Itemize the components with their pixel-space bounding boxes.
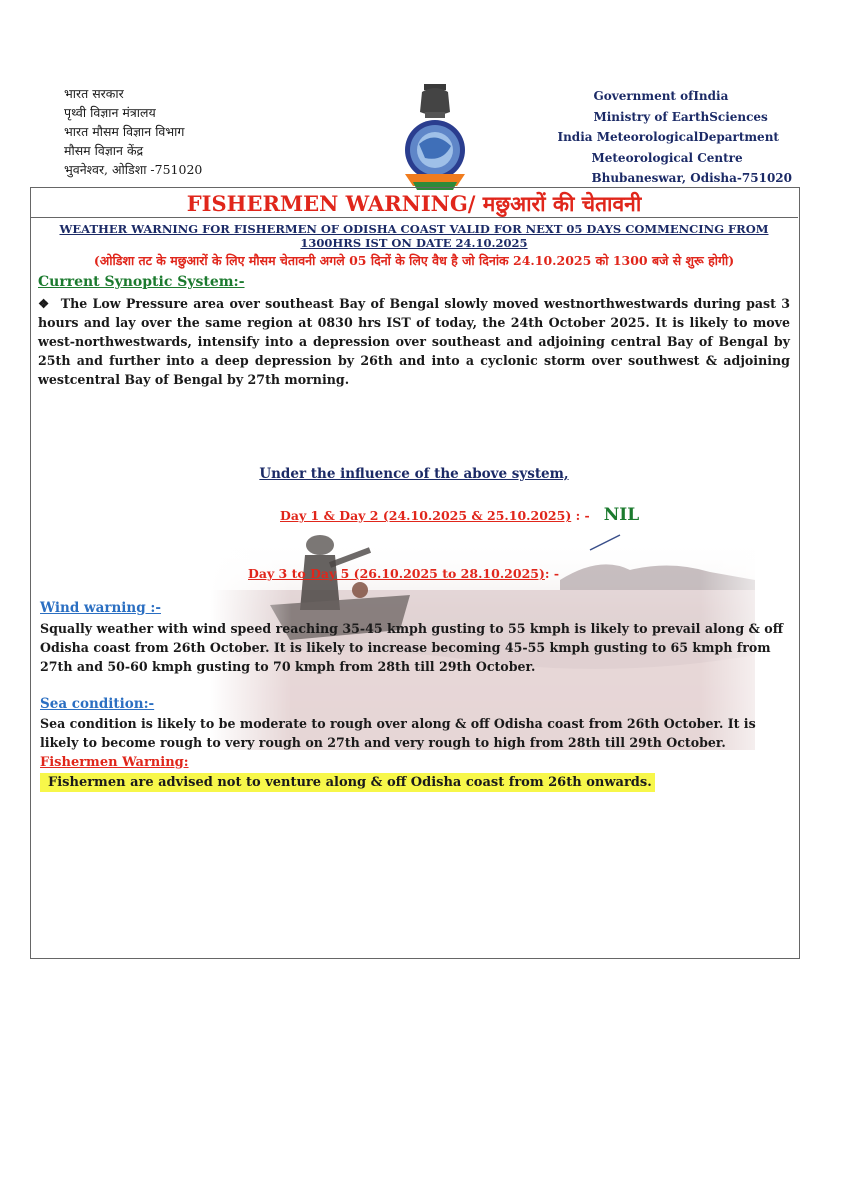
hindi-line-3: भारत मौसम विज्ञान विभाग <box>64 124 185 139</box>
english-line-2: Ministry of EarthSciences <box>593 109 768 124</box>
title-row <box>30 187 798 218</box>
day-3-5-suffix: : - <box>544 566 560 581</box>
subtitle-line-1: WEATHER WARNING FOR FISHERMEN OF ODISHA COAST VALID FOR NEXT 05 DAYS COMMENCING FROM <box>59 222 769 236</box>
header-hindi-block <box>64 84 202 179</box>
synoptic-text: The Low Pressure area over southeast Bay of Bengal slowly moved westnorthwestwards during past 3 hours and lay over the same region at 0830 hrs IST of today, the 24th October 2025. It is likely to move west-northwestwards, intensify into a depression over southeast and adjoining central Bay of Bengal by 25th and further into a deep depression by 26th and into a cyclonic storm over southwest & adjoining westcentral Bay of Bengal by 27th morning. <box>38 296 790 387</box>
imd-emblem-icon <box>395 82 475 192</box>
fishermen-warning-body: Fishermen are advised not to venture along & off Odisha coast from 26th onwards. <box>40 773 655 792</box>
influence-text: Under the influence of the above system, <box>259 466 569 482</box>
english-line-4: Meteorological Centre <box>591 150 743 165</box>
day-1-2-value: NIL <box>603 505 640 525</box>
hindi-line-4: मौसम विज्ञान केंद्र <box>64 143 144 158</box>
english-line-1: Government ofIndia <box>593 89 729 103</box>
hindi-line-1: भारत सरकार <box>64 86 124 101</box>
day-1-2-label: Day 1 & Day 2 (24.10.2025 & 25.10.2025) <box>280 508 572 523</box>
english-line-3: India MeteorologicalDepartment <box>557 130 779 144</box>
hindi-line-5: भुवनेश्वर, ओडिशा -751020 <box>64 162 203 177</box>
synoptic-heading: Current Synoptic System:- <box>38 274 245 290</box>
day-1-2-row <box>280 505 639 525</box>
synoptic-body <box>38 294 790 389</box>
fishermen-warning-heading: Fishermen Warning: <box>40 755 189 770</box>
subtitle-hindi: (ओडिशा तट के मछुआरों के लिए मौसम चेतावनी अगले 05 दिनों के लिए वैध है जो दिनांक 24.10.2025 को 1300 बजे से शुरू होगी) <box>93 253 735 268</box>
sea-condition-body: Sea condition is likely to be moderate to rough over along & off Odisha coast from 26th October. It is likely to become rough to very rough on 27th and very rough to high from 28th till 29th October. <box>40 716 756 750</box>
day-1-2-suffix: : - <box>571 508 590 523</box>
day-3-5-label: Day 3 to Day 5 (26.10.2025 to 28.10.2025) <box>248 566 545 581</box>
header-english-block <box>547 86 792 189</box>
english-line-5: Bhubaneswar, Odisha-751020 <box>591 171 792 185</box>
bullet-icon: ❖ <box>38 296 51 311</box>
page-title: FISHERMEN WARNING/ मछुआरों की चेतावनी <box>186 191 642 216</box>
wind-warning-heading: Wind warning :- <box>40 600 161 616</box>
wind-warning-body: Squally weather with wind speed reaching 35-45 kmph gusting to 55 kmph is likely to prevail along & off Odisha coast from 26th October. It is likely to increase becoming 45-55 kmph gusting to 65 kmph from 27th and 50-60 kmph gusting to 70 kmph from 28th till 29th October. <box>40 621 784 674</box>
subtitle-english <box>30 222 798 250</box>
subtitle-line-2: 1300HRS IST ON DATE 24.10.2025 <box>300 236 528 250</box>
day-3-5-row <box>248 566 559 581</box>
hindi-line-2: पृथ्वी विज्ञान मंत्रालय <box>64 105 156 120</box>
sea-condition-heading: Sea condition:- <box>40 696 155 712</box>
